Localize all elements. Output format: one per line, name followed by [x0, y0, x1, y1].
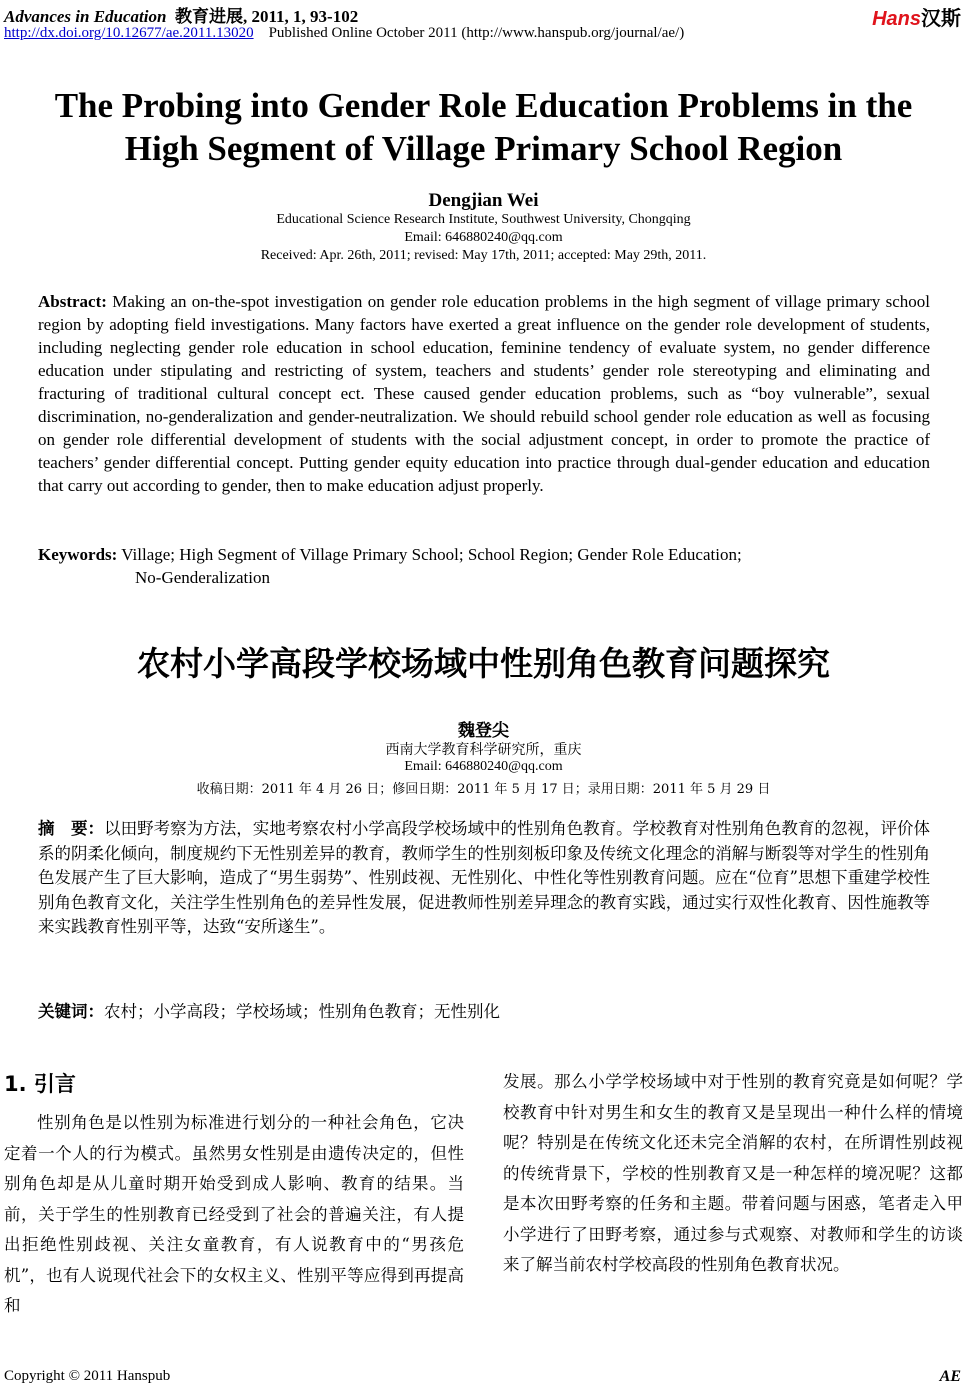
- dates-en: Received: Apr. 26th, 2011; revised: May 17th, 2011; accepted: May 29th, 2011.: [260, 248, 707, 263]
- dates-cn: 收稿日期：2011 年 4 月 26 日；修回日期：2011 年 5 月 17 日；录用日期：2011 年 5 月 29 日: [196, 782, 771, 797]
- title-en-line2: High Segment of Village Primary School Region: [124, 129, 843, 168]
- affiliation-cn: 西南大学教育科学研究所，重庆: [385, 742, 582, 758]
- title-en-line1: The Probing into Gender Role Education Problems in the: [54, 86, 913, 125]
- footer-copyright: Copyright © 2011 Hanspub: [4, 1368, 171, 1384]
- footer-journal-abbrev: AE: [939, 1368, 961, 1385]
- published-online: Published Online October 2011 (http://www.hanspub.org/journal/ae/): [268, 25, 685, 41]
- keywords-cn: [38, 998, 930, 1022]
- logo-cn: 汉斯: [921, 6, 961, 30]
- abstract-en-label: Abstract:: [38, 292, 107, 311]
- doi-link[interactable]: http://dx.doi.org/10.12677/ae.2011.13020: [4, 25, 254, 41]
- author-cn: 魏登尖: [458, 721, 509, 741]
- section-heading-introduction: 1. 引言: [4, 1072, 76, 1096]
- affiliation-en: Educational Science Research Institute, Southwest University, Chongqing: [276, 212, 691, 227]
- abstract-en-text: Making an on-the-spot investigation on gender role education problems in the high segment of village primary school region by adopting field investigations. Many factors have exerted a great influence on the gender role development of students, including neglecting gender role education in school education, feminine tendency of evaluate system, no gender difference education under stipulating and restricting of system, teachers and students’ gender role stereotyping and eliminating and fracturing of traditional cultural concept ect. These caused gender education problems, such as “boy vulnerable”, sexual discrimination, no-genderalization and gender-neutralization. We should rebuild school gender role education as well as focusing on gender role differential development of students with the social adjustment concept, in order to promote the practice of teachers’ gender differential concept. Putting gender equity education into practice through dual-gender education and education that carry out according to gender, then to make education adjust properly.: [38, 292, 931, 495]
- journal-header: [4, 2, 358, 27]
- abstract-cn-label: 摘 要：: [38, 819, 105, 838]
- body-right-column: 发展。那么小学学校场域中对于性别的教育究竟是如何呢？学校教育中针对男生和女生的教育又是呈现出一种什么样的情境呢？特别是在传统文化还未完全消解的农村，在所谓性别歧视的传统背景下，学校的性别教育又是一种怎样的境况呢？这都是本次田野考察的任务和主题。带着问题与困惑，笔者走入甲小学进行了田野考察，通过参与式观察、对教师和学生的访谈来了解当前农村学校高段的性别角色教育状况。: [503, 1072, 963, 1274]
- keywords-en-line1: Village; High Segment of Village Primary School; School Region; Gender Role Education;: [121, 545, 742, 564]
- doi-line: [4, 25, 684, 42]
- keywords-en-line2: No-Genderalization: [135, 568, 270, 587]
- keywords-cn-label: 关键词：: [38, 1002, 104, 1021]
- email-cn: Email: 646880240@qq.com: [404, 759, 563, 774]
- abstract-cn: [38, 817, 930, 940]
- email-en: Email: 646880240@qq.com: [404, 230, 563, 245]
- publisher-logo: [872, 2, 961, 31]
- paper-title-en: [0, 84, 967, 170]
- author-en: Dengjian Wei: [428, 190, 539, 211]
- journal-name: Advances in Education: [4, 7, 167, 26]
- logo-latin: Hans: [872, 8, 921, 30]
- abstract-en: [38, 290, 930, 497]
- keywords-cn-text: 农村；小学高段；学校场域；性别角色教育；无性别化: [104, 1002, 500, 1021]
- keywords-en-label: Keywords:: [38, 545, 118, 564]
- paper-title-cn: 农村小学高段学校场域中性别角色教育问题探究: [137, 644, 830, 683]
- keywords-en: [38, 543, 930, 589]
- journal-issue: 教育进展, 2011, 1, 93-102: [174, 7, 359, 26]
- abstract-cn-text: 以田野考察为方法，实地考察农村小学高段学校场域中的性别角色教育。学校教育对性别角色教育的忽视，评价体系的阴柔化倾向，制度规约下无性别差异的教育，教师学生的性别刻板印象及传统文化理念的消解与断裂等对学生的性别角色发展产生了巨大影响，造成了“男生弱势”、性别歧视、无性别化、中性化等性别教育问题。应在“位育”思想下重建学校性别角色教育文化，关注学生性别角色的差异性发展，促进教师性别差异理念的教育实践，通过实行双性化教育、因性施教等来实践教育性别平等，达致“安所遂生”。: [38, 819, 931, 936]
- body-left-column: 性别角色是以性别为标准进行划分的一种社会角色，它决定着一个人的行为模式。虽然男女性别是由遗传决定的，但性别角色却是从儿童时期开始受到成人影响、教育的结果。当前，关于学生的性别教育已经受到了社会的普遍关注，有人提出拒绝性别歧视、关注女童教育，有人说教育中的“男孩危机”，也有人说现代社会下的女权主义、性别平等应得到再提高和: [4, 1113, 464, 1315]
